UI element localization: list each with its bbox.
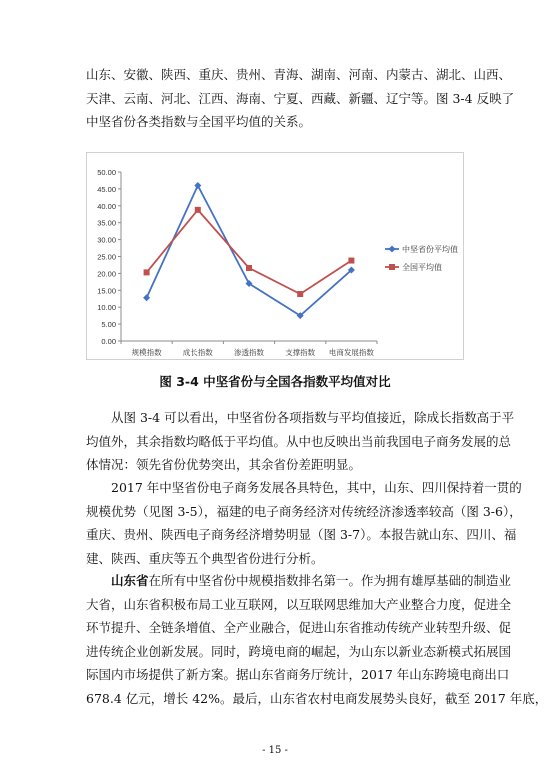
legend-label: 全国平均值 xyxy=(402,263,442,272)
x-tick-label: 规模指数 xyxy=(131,348,162,357)
x-tick-label: 电商发展指数 xyxy=(328,348,374,357)
province-name-shandong: 山东省 xyxy=(111,573,149,588)
y-tick-label: 10.00 xyxy=(97,303,116,313)
paragraph-features xyxy=(86,476,522,570)
text-line: 建、陕西、重庆等五个典型省份进行分析。 xyxy=(86,550,324,566)
y-tick-label: 5.00 xyxy=(101,320,116,330)
data-point-diamond xyxy=(194,182,201,189)
y-tick-label: 0.00 xyxy=(101,337,116,346)
text-line: 山东、安徽、陕西、重庆、贵州、青海、湖南、河南、内蒙古、湖北、山西、 xyxy=(86,67,512,82)
x-tick-label: 成长指数 xyxy=(182,348,213,357)
figure-caption: 图 3-4 中坚省份与全国各指数平均值对比 xyxy=(159,374,391,389)
y-tick-label: 40.00 xyxy=(97,201,116,211)
y-tick-label: 25.00 xyxy=(97,252,116,262)
legend-marker-square xyxy=(389,264,395,270)
data-point-square xyxy=(297,291,303,297)
text-line: 体情况：领先省份优势突出，其余省份差距明显。 xyxy=(86,457,362,472)
data-point-square xyxy=(144,269,150,275)
y-tick-label: 45.00 xyxy=(97,184,116,194)
text-line: 678.4 亿元，增长 42%。最后，山东省农村电商发展势头良好，截至 2017 年底， xyxy=(86,690,548,706)
legend-label: 中坚省份平均值 xyxy=(402,245,458,254)
line-chart xyxy=(86,152,464,360)
y-tick-label: 15.00 xyxy=(97,286,116,296)
text-line: 从图 3-4 可以看出，中坚省份各项指数与平均值接近，除成长指数高于平 xyxy=(111,410,515,425)
paragraph-province-list xyxy=(86,63,515,134)
x-tick-label: 支撑指数 xyxy=(285,348,316,357)
text-line: 2017 年中坚省份电子商务发展各具特色，其中，山东、四川保持着一贯的 xyxy=(111,480,522,495)
paragraph-analysis xyxy=(86,406,515,477)
data-point-diamond xyxy=(143,294,150,301)
data-point-square xyxy=(246,265,252,271)
text-line: 天津、云南、河北、江西、海南、宁夏、西藏、新疆、辽宁等。图 3-4 反映了 xyxy=(86,90,515,106)
text-line xyxy=(86,569,512,593)
paragraph-shandong xyxy=(86,569,548,710)
text-line: 均值外，其余指数均略低于平均值。从中也反映出当前我国电子商务发展的总 xyxy=(86,433,512,449)
y-tick-label: 35.00 xyxy=(97,218,116,228)
series-line xyxy=(147,186,352,316)
text-line: 重庆、贵州、陕西电子商务经济增势明显（图 3-7）。本报告就山东、四川、福 xyxy=(86,527,517,542)
text-line: 环节提升、全链条增值、全产业融合，促进山东省推动传统产业转型升级、促 xyxy=(86,620,512,635)
text-line: 中坚省份各类指数与全国平均值的关系。 xyxy=(86,114,312,129)
data-point-square xyxy=(195,207,201,213)
text-line: 规模优势（见图 3-5），福建的电子商务经济对传统经济渗透率较高（图 3-6）， xyxy=(86,503,522,519)
y-tick-label: 30.00 xyxy=(97,235,116,245)
data-point-square xyxy=(348,258,354,264)
page-number: - 15 - xyxy=(262,745,288,756)
text-line: 进传统企业创新发展。同时，跨境电商的崛起，为山东以新业态新模式拓展国 xyxy=(86,643,512,659)
y-tick-label: 20.00 xyxy=(97,269,116,279)
text-line: 大省，山东省积极布局工业互联网，以互联网思维加大产业整合力度，促进全 xyxy=(86,596,512,612)
chart-canvas xyxy=(87,153,463,359)
x-tick-label: 渗透指数 xyxy=(234,348,264,357)
text-line: 际国内市场提供了新方案。据山东省商务厅统计，2017 年山东跨境电商出口 xyxy=(86,667,510,682)
text-span: 在所有中坚省份中规模指数排名第一。作为拥有雄厚基础的制造业 xyxy=(148,573,512,588)
y-tick-label: 50.00 xyxy=(97,168,116,177)
legend-marker-diamond xyxy=(389,246,396,253)
